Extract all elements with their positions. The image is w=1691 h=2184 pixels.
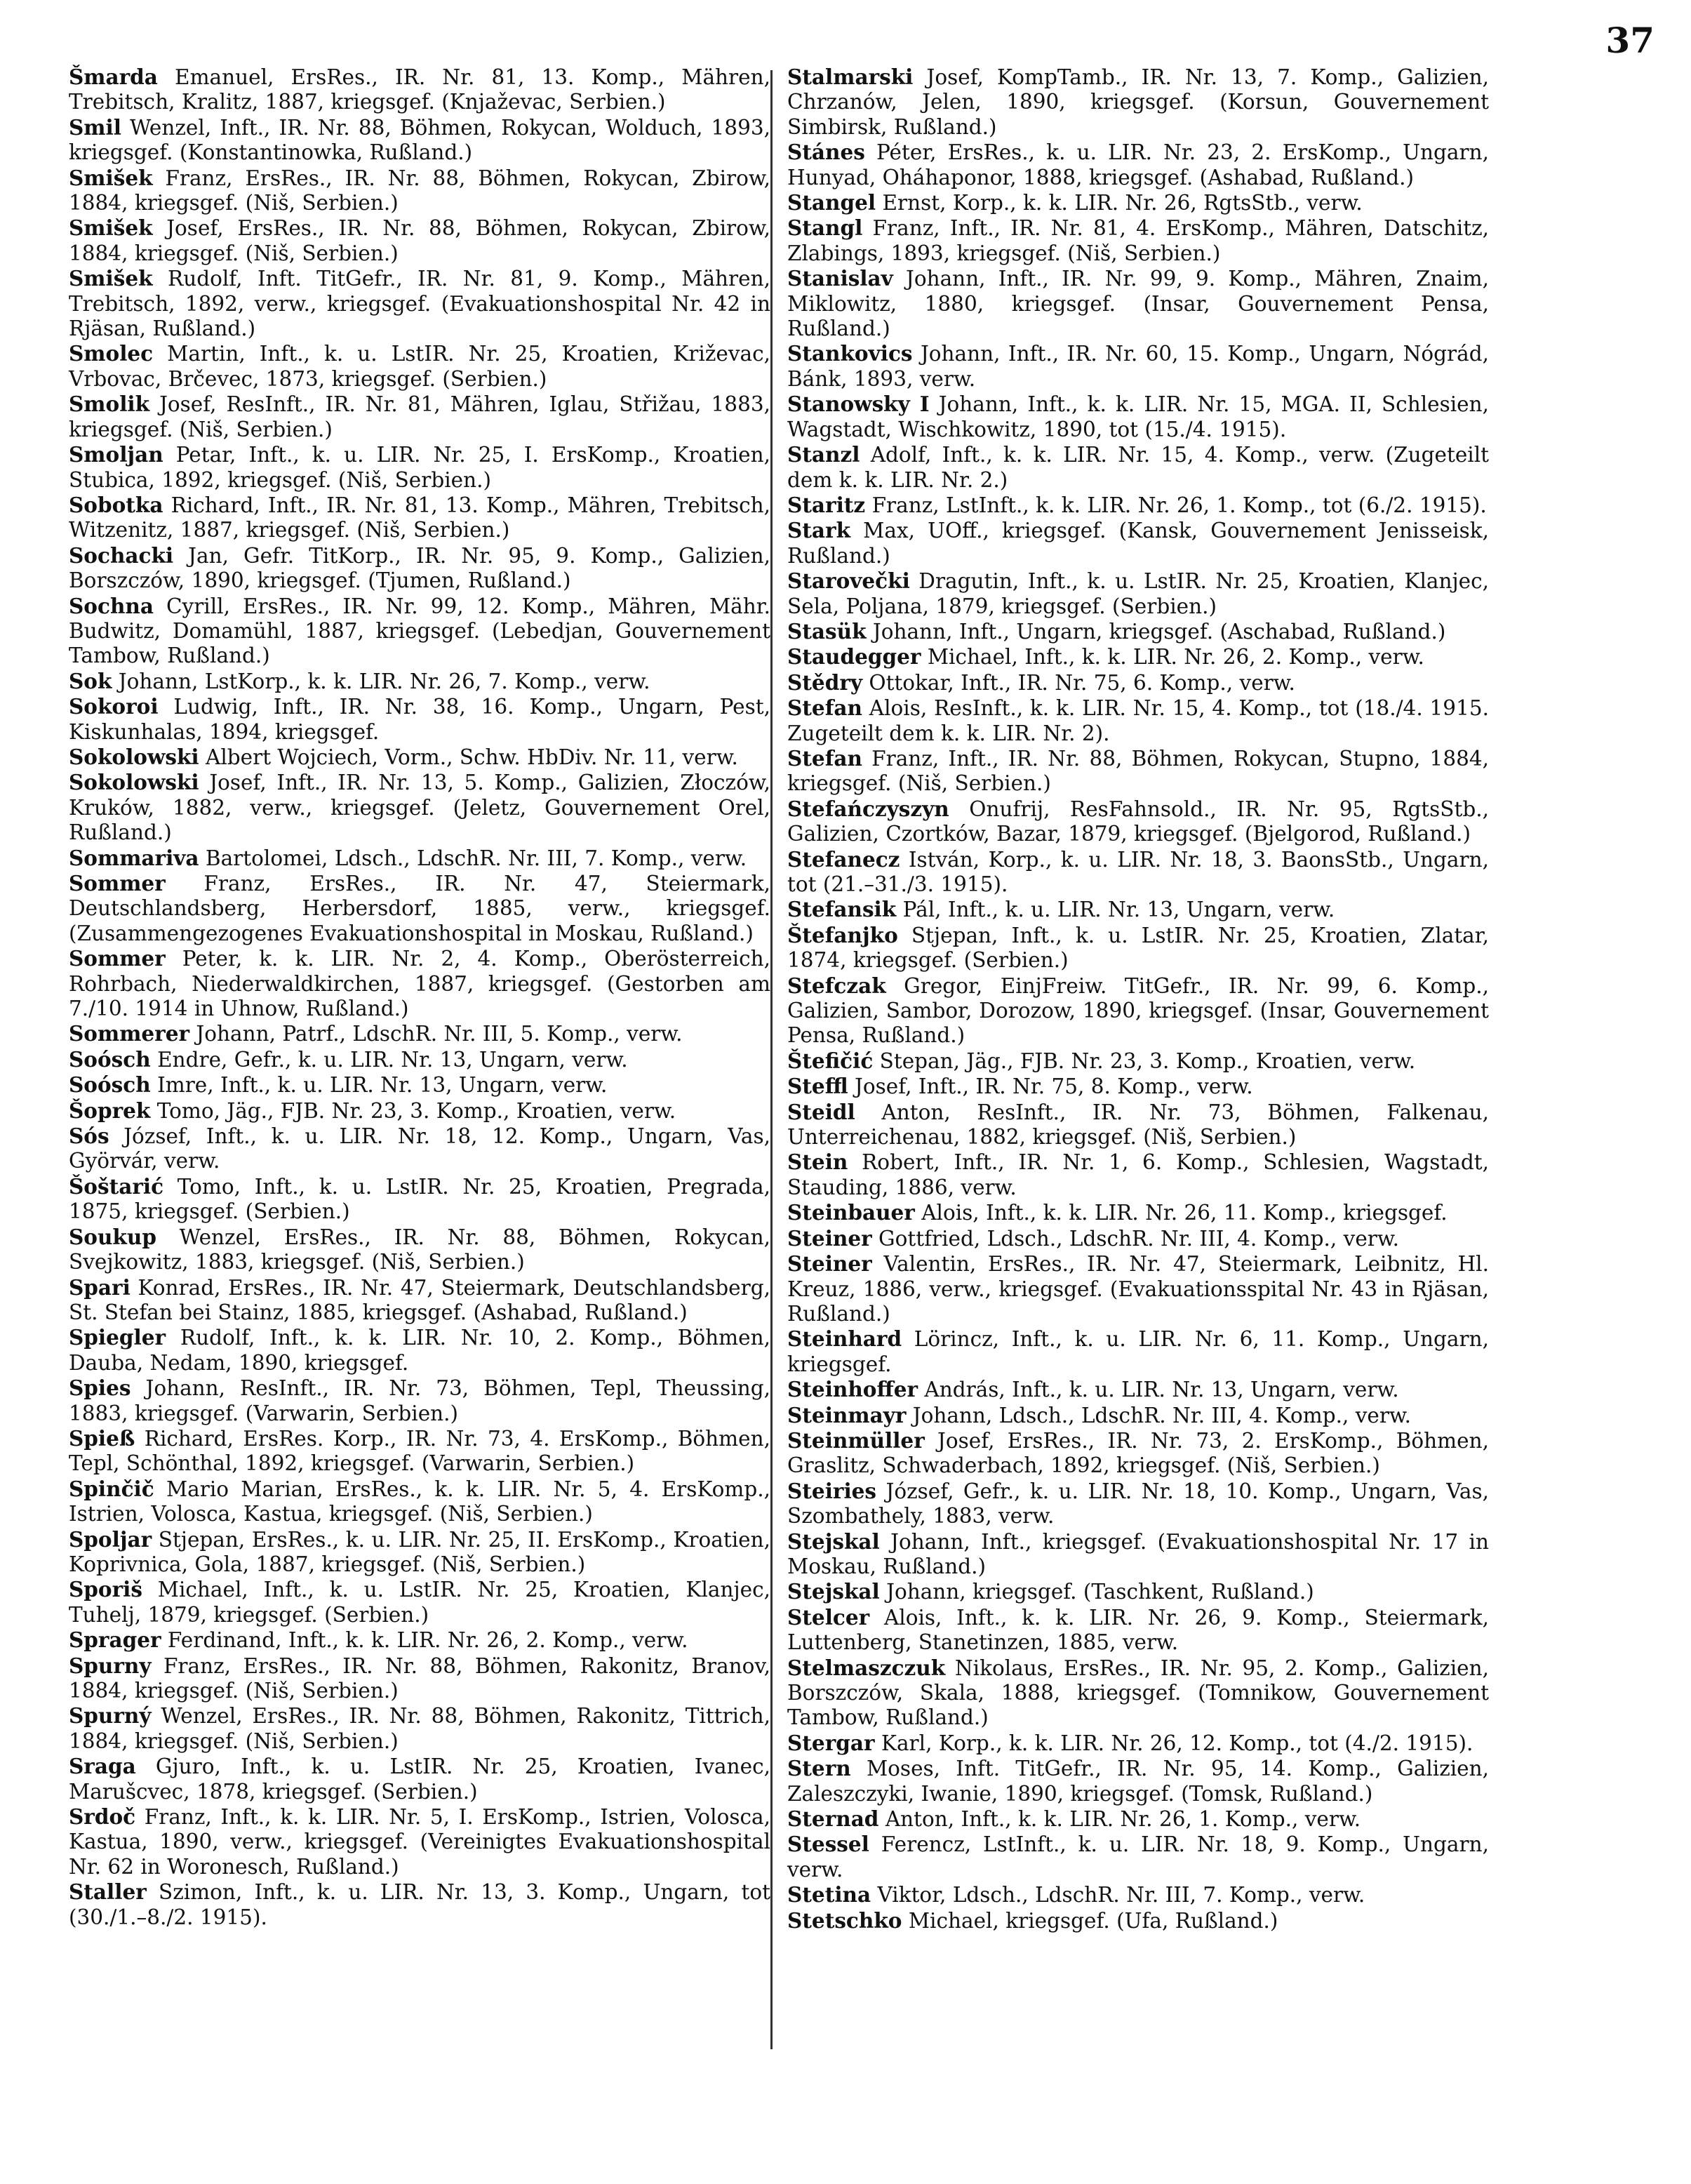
list-entry	[787, 1226, 1489, 1251]
entry-surname: Smoljan	[69, 442, 163, 467]
entry-surname: Sochacki	[69, 542, 174, 568]
list-entry	[69, 1627, 770, 1653]
entry-details: Franz, ErsRes., IR. Nr. 47, Steiermark, Deutschlandsberg, Herbersdorf, 1885, verw., kriegsgef. (Zusammengezogenes Evakuationshospital in Moskau, Rußland.)	[69, 872, 770, 945]
list-entry	[787, 518, 1489, 568]
list-entry	[787, 1756, 1489, 1806]
entry-surname: Sternad	[787, 1806, 879, 1832]
entry-surname: Starovečki	[787, 568, 910, 594]
entry-surname: Stetina	[787, 1882, 871, 1907]
entry-details: Jan, Gefr. TitKorp., IR. Nr. 95, 9. Komp., Galizien, Borszczów, 1890, kriegsgef. (Tjumen, Rußland.)	[69, 543, 770, 593]
entry-details: Szimon, Inft., k. u. LIR. Nr. 13, 3. Komp., Ungarn, tot (30./1.–8./2. 1915).	[69, 1880, 770, 1929]
entry-details: Alois, Inft., k. k. LIR. Nr. 26, 11. Komp., kriegsgef.	[914, 1201, 1448, 1225]
column-divider	[770, 70, 773, 2049]
list-entry	[69, 166, 770, 216]
entry-surname: Spurny	[69, 1653, 152, 1678]
list-entry	[69, 1124, 770, 1174]
entry-details: Viktor, Ldsch., LdschR. Nr. III, 7. Komp., verw.	[871, 1883, 1365, 1907]
list-entry	[787, 1479, 1489, 1529]
entry-details: Michael, Inft., k. u. LstIR. Nr. 25, Kroatien, Klanjec, Tuhelj, 1879, kriegsgef. (Serbien.)	[69, 1578, 770, 1627]
entry-details: Alois, ResInft., k. k. LIR. Nr. 15, 4. Komp., tot (18./4. 1915. Zugeteilt dem k. k. LIR. Nr. 2).	[787, 696, 1489, 745]
list-entry	[69, 1653, 770, 1704]
entry-details: Wenzel, Inft., IR. Nr. 88, Böhmen, Rokycan, Wolduch, 1893, kriegsgef. (Konstantinowka, Rußland.)	[69, 115, 770, 165]
entry-details: Johann, Inft., k. k. LIR. Nr. 15, MGA. II, Schlesien, Wagstadt, Wischkowitz, 1890, tot (15./4. 1915).	[787, 392, 1489, 441]
entry-details: Mario Marian, ErsRes., k. k. LIR. Nr. 5, 4. ErsKomp., Istrien, Volosca, Kastua, kriegsgef. (Niš, Serbien.)	[69, 1477, 770, 1526]
entry-surname: Sprager	[69, 1627, 161, 1653]
entry-surname: Stefan	[787, 695, 862, 721]
list-entry	[69, 266, 770, 341]
entry-details: Franz, Inft., IR. Nr. 88, Böhmen, Rokycan, Stupno, 1884, kriegsgef. (Niš, Serbien.)	[787, 746, 1489, 796]
entry-surname: Soósch	[69, 1046, 151, 1072]
entry-details: Ludwig, Inft., IR. Nr. 38, 16. Komp., Ungarn, Pest, Kiskunhalas, 1894, kriegsgef.	[69, 695, 770, 744]
list-entry	[787, 1428, 1489, 1479]
list-entry	[69, 1879, 770, 1930]
entry-details: Franz, Inft., IR. Nr. 81, 4. ErsKomp., Mähren, Datschitz, Zlabings, 1893, kriegsgef. (Niš, Serbien.)	[787, 216, 1489, 265]
entry-details: Johann, ResInft., IR. Nr. 73, Böhmen, Tepl, Theussing, 1883, kriegsgef. (Varwarin, Serbien.)	[69, 1376, 770, 1425]
entry-surname: Sós	[69, 1124, 109, 1149]
entry-details: Dragutin, Inft., k. u. LstIR. Nr. 25, Kroatien, Klanjec, Sela, Poljana, 1879, kriegsgef. (Serbien.)	[787, 569, 1489, 618]
entry-details: Peter, k. k. LIR. Nr. 2, 4. Komp., Oberösterreich, Rohrbach, Niederwaldkirchen, 1887, kriegsgef. (Gestorben am 7./10. 1914 in Uhnow, Rußland.)	[69, 947, 770, 1021]
entry-details: Stepan, Jäg., FJB. Nr. 23, 3. Komp., Kroatien, verw.	[873, 1048, 1416, 1073]
list-entry	[69, 493, 770, 543]
list-entry	[787, 215, 1489, 266]
entry-surname: Soósch	[69, 1072, 151, 1098]
entry-surname: Stangel	[787, 190, 876, 215]
entry-surname: Sobotka	[69, 492, 163, 517]
right-column	[787, 65, 1489, 1933]
entry-details: Gregor, EinjFreiw. TitGefr., IR. Nr. 99, 6. Komp., Galizien, Sambor, Dorozow, 1890, kriegsgef. (Insar, Gouvernement Pensa, Rußland.)	[787, 973, 1489, 1048]
list-entry	[787, 1326, 1489, 1377]
entry-details: Josef, Inft., IR. Nr. 13, 5. Komp., Galizien, Złoczów, Kruków, 1882, verw., kriegsgef. (Jeletz, Gouvernement Orel, Rußland.)	[69, 771, 770, 845]
entry-details: Michael, Inft., k. k. LIR. Nr. 26, 2. Komp., verw.	[921, 645, 1424, 670]
entry-surname: Smil	[69, 114, 121, 140]
entry-surname: Steiner	[787, 1251, 872, 1277]
entry-details: Johann, Patrf., LdschR. Nr. III, 5. Komp., verw.	[189, 1022, 683, 1046]
list-entry	[787, 392, 1489, 442]
list-entry	[69, 871, 770, 946]
entry-surname: Staller	[69, 1879, 147, 1905]
left-column	[69, 65, 770, 1930]
entry-surname: Sommerer	[69, 1021, 190, 1046]
entry-details: Anton, Inft., k. k. LIR. Nr. 26, 1. Komp., verw.	[878, 1807, 1361, 1832]
entry-details: Josef, ErsRes., IR. Nr. 88, Böhmen, Rokycan, Zbirow, 1884, kriegsgef. (Niš, Serbien.)	[69, 216, 770, 265]
entry-surname: Štefičić	[787, 1048, 874, 1073]
list-entry	[69, 215, 770, 266]
entry-surname: Šoštarić	[69, 1173, 164, 1199]
list-entry	[787, 619, 1489, 644]
entry-details: Gjuro, Inft., k. u. LstIR. Nr. 25, Kroatien, Ivanec, Marušcvec, 1878, kriegsgef. (Serbien.)	[69, 1754, 770, 1804]
entry-details: Josef, ResInft., IR. Nr. 81, Mähren, Iglau, Střižau, 1883, kriegsgef. (Niš, Serbien.)	[69, 392, 770, 441]
list-entry	[787, 1882, 1489, 1907]
entry-details: Michael, kriegsgef. (Ufa, Rußland.)	[902, 1908, 1278, 1933]
list-entry	[787, 1605, 1489, 1656]
list-entry	[69, 745, 770, 770]
list-entry	[787, 140, 1489, 190]
entry-details: Rudolf, Inft. TitGefr., IR. Nr. 81, 9. Komp., Mähren, Trebitsch, 1892, verw., kriegsgef. (Evakuationshospital Nr. 42 in Rjäsan, Rußland.)	[69, 267, 770, 341]
entry-surname: Soukup	[69, 1224, 156, 1249]
entry-surname: Štefanjko	[787, 922, 898, 947]
entry-surname: Spoljar	[69, 1526, 152, 1552]
list-entry	[69, 694, 770, 745]
list-entry	[787, 1074, 1489, 1099]
entry-details: József, Gefr., k. u. LIR. Nr. 18, 10. Komp., Ungarn, Vas, Szombathely, 1883, verw.	[787, 1479, 1489, 1529]
entry-surname: Smišek	[69, 266, 153, 291]
list-entry	[787, 1579, 1489, 1604]
entry-details: Wenzel, ErsRes., IR. Nr. 88, Böhmen, Rokycan, Svejkowitz, 1883, kriegsgef. (Niš, Serbien.)	[69, 1225, 770, 1274]
entry-surname: Steinhard	[787, 1326, 902, 1352]
list-entry	[69, 1804, 770, 1879]
list-entry	[787, 1048, 1489, 1074]
list-entry	[69, 1072, 770, 1098]
entry-surname: Šoprek	[69, 1098, 151, 1123]
entry-surname: Šmarda	[69, 65, 158, 89]
entry-details: Ernst, Korp., k. k. LIR. Nr. 26, RgtsStb., verw.	[876, 191, 1363, 215]
list-entry	[787, 746, 1489, 797]
entry-details: Valentin, ErsRes., IR. Nr. 47, Steiermark, Leibnitz, Hl. Kreuz, 1886, verw., kriegsgef. (Evakuationsspital Nr. 43 in Rjäsan, Rußland.)	[787, 1252, 1489, 1326]
list-entry	[787, 493, 1489, 518]
list-entry	[69, 1225, 770, 1275]
entry-details: Adolf, Inft., k. k. LIR. Nr. 15, 4. Komp., verw. (Zugeteilt dem k. k. LIR. Nr. 2.)	[787, 443, 1489, 492]
entry-surname: Staudegger	[787, 644, 921, 670]
entry-surname: Stein	[787, 1150, 848, 1175]
entry-surname: Stefańczyszyn	[787, 796, 949, 821]
entry-surname: Smišek	[69, 215, 153, 241]
entry-details: István, Korp., k. u. LIR. Nr. 18, 3. BaonsStb., Ungarn, tot (21.–31./3. 1915).	[787, 847, 1489, 896]
entry-details: Gottfried, Ldsch., LdschR. Nr. III, 4. Komp., verw.	[871, 1226, 1400, 1251]
entry-surname: Sokoroi	[69, 694, 159, 719]
list-entry	[69, 1754, 770, 1804]
entry-details: Max, UOff., kriegsgef. (Kansk, Gouvernement Jenisseisk, Rußland.)	[787, 519, 1489, 568]
entry-details: Karl, Korp., k. k. LIR. Nr. 26, 12. Komp., tot (4./2. 1915).	[874, 1731, 1473, 1755]
entry-details: Johann, LstKorp., k. k. LIR. Nr. 26, 7. Komp., verw.	[112, 669, 650, 693]
list-entry	[787, 1377, 1489, 1402]
entry-surname: Stelmaszczuk	[787, 1655, 946, 1680]
entry-details: Franz, LstInft., k. k. LIR. Nr. 26, 1. Komp., tot (6./2. 1915).	[865, 493, 1487, 517]
list-entry	[787, 1251, 1489, 1326]
entry-surname: Spiegler	[69, 1325, 166, 1350]
list-entry	[787, 1100, 1489, 1150]
entry-surname: Stark	[787, 518, 851, 543]
entry-surname: Stelcer	[787, 1604, 870, 1630]
list-entry	[69, 846, 770, 871]
entry-surname: Spinčič	[69, 1476, 154, 1501]
entry-details: Alois, Inft., k. k. LIR. Nr. 26, 9. Komp., Steiermark, Luttenberg, Stanetinzen, 1885, verw.	[787, 1605, 1489, 1655]
entry-details: Stjepan, Inft., k. u. LstIR. Nr. 25, Kroatien, Zlatar, 1874, kriegsgef. (Serbien.)	[787, 923, 1489, 973]
entry-surname: Sokolowski	[69, 744, 199, 769]
list-entry	[787, 1731, 1489, 1756]
entry-surname: Srdoč	[69, 1804, 136, 1830]
entry-surname: Stejskal	[787, 1579, 880, 1604]
entry-surname: Stefczak	[787, 973, 886, 998]
entry-surname: Stasük	[787, 618, 867, 644]
list-entry	[787, 695, 1489, 746]
list-entry	[69, 1577, 770, 1627]
list-entry	[69, 946, 770, 1021]
list-entry	[69, 392, 770, 442]
entry-surname: Spieß	[69, 1425, 135, 1451]
entry-details: József, Inft., k. u. LIR. Nr. 18, 12. Komp., Ungarn, Vas, Györvár, verw.	[69, 1124, 770, 1173]
entry-details: Johann, Inft., IR. Nr. 99, 9. Komp., Mähren, Znaim, Miklowitz, 1880, kriegsgef. (Insar, Gouvernement Pensa, Rußland.)	[787, 267, 1489, 341]
list-entry	[69, 543, 770, 594]
list-entry	[69, 1376, 770, 1426]
entry-details: Robert, Inft., IR. Nr. 1, 6. Komp., Schlesien, Wagstadt, Stauding, 1886, verw.	[787, 1150, 1489, 1199]
list-entry	[787, 568, 1489, 619]
list-entry	[787, 797, 1489, 847]
entry-surname: Spari	[69, 1274, 131, 1300]
entry-surname: Steinbauer	[787, 1200, 915, 1225]
entry-surname: Steiner	[787, 1225, 872, 1251]
entry-details: Johann, Inft., kriegsgef. (Evakuationshospital Nr. 17 in Moskau, Rußland.)	[787, 1529, 1489, 1578]
entry-details: Cyrill, ErsRes., IR. Nr. 99, 12. Komp., Mähren, Mähr. Budwitz, Domamühl, 1887, kriegsgef. (Lebedjan, Gouvernement Tambow, Rußland.)	[69, 594, 770, 668]
entry-surname: Stefansik	[787, 897, 897, 922]
entry-surname: Sochna	[69, 593, 154, 618]
entry-details: Richard, Inft., IR. Nr. 81, 13. Komp., Mähren, Trebitsch, Witzenitz, 1887, kriegsgef. (Niš, Serbien.)	[69, 493, 770, 542]
entry-details: Tomo, Inft., k. u. LstIR. Nr. 25, Kroatien, Pregrada, 1875, kriegsgef. (Serbien.)	[69, 1174, 770, 1224]
entry-surname: Stejskal	[787, 1529, 880, 1554]
entry-details: Bartolomei, Ldsch., LdschR. Nr. III, 7. Komp., verw.	[199, 846, 747, 870]
entry-surname: Stankovics	[787, 341, 913, 366]
entry-surname: Steffl	[787, 1074, 848, 1099]
list-entry	[69, 1477, 770, 1527]
entry-details: Ferencz, LstInft., k. u. LIR. Nr. 18, 9. Komp., Ungarn, verw.	[787, 1832, 1489, 1882]
list-entry	[787, 190, 1489, 215]
entry-details: Emanuel, ErsRes., IR. Nr. 81, 13. Komp., Mähren, Trebitsch, Kralitz, 1887, kriegsgef. (Knjaževac, Serbien.)	[69, 65, 770, 114]
entry-surname: Stetschko	[787, 1907, 902, 1933]
entry-details: Franz, ErsRes., IR. Nr. 88, Böhmen, Rokycan, Zbirow, 1884, kriegsgef. (Niš, Serbien.)	[69, 166, 770, 215]
entry-surname: Stergar	[787, 1730, 875, 1755]
entry-surname: Stessel	[787, 1832, 869, 1857]
entry-details: Stjepan, ErsRes., k. u. LIR. Nr. 25, II. ErsKomp., Kroatien, Koprivnica, Gola, 1887, kriegsgef. (Niš, Serbien.)	[69, 1527, 770, 1576]
entry-details: Franz, Inft., k. k. LIR. Nr. 5, I. ErsKomp., Istrien, Volosca, Kastua, 1890, verw., kriegsgef. (Vereinigtes Evakuationshospital Nr. 62 in Woronesch, Rußland.)	[69, 1805, 770, 1879]
entry-details: Imre, Inft., k. u. LIR. Nr. 13, Ungarn, verw.	[150, 1073, 608, 1098]
entry-surname: Stalmarski	[787, 65, 914, 89]
list-entry	[787, 1832, 1489, 1882]
list-entry	[787, 341, 1489, 392]
entry-surname: Spies	[69, 1376, 131, 1401]
list-entry	[787, 65, 1489, 140]
entry-details: Franz, ErsRes., IR. Nr. 88, Böhmen, Rakonitz, Branov, 1884, kriegsgef. (Niš, Serbien.)	[69, 1653, 770, 1703]
entry-details: Péter, ErsRes., k. u. LIR. Nr. 23, 2. ErsKomp., Ungarn, Hunyad, Oháhaponor, 1888, kriegsgef. (Ashabad, Rußland.)	[787, 140, 1489, 189]
list-entry	[69, 1275, 770, 1326]
entry-details: András, Inft., k. u. LIR. Nr. 13, Ungarn, verw.	[918, 1378, 1399, 1402]
entry-details: Johann, kriegsgef. (Taschkent, Rußland.)	[879, 1580, 1314, 1604]
entry-details: Konrad, ErsRes., IR. Nr. 47, Steiermark, Deutschlandsberg, St. Stefan bei Stainz, 1885, kriegsgef. (Ashabad, Rußland.)	[69, 1275, 770, 1324]
entry-details: Richard, ErsRes. Korp., IR. Nr. 73, 4. ErsKomp., Böhmen, Tepl, Schönthal, 1892, kriegsgef. (Varwarin, Serbien.)	[69, 1426, 770, 1476]
entry-details: Pál, Inft., k. u. LIR. Nr. 13, Ungarn, verw.	[896, 898, 1335, 922]
entry-details: Petar, Inft., k. u. LIR. Nr. 25, I. ErsKomp., Kroatien, Stubica, 1892, kriegsgef. (Niš, Serbien.)	[69, 443, 770, 492]
entry-surname: Spurný	[69, 1703, 152, 1729]
list-entry	[69, 770, 770, 845]
entry-surname: Staritz	[787, 492, 866, 517]
entry-surname: Smišek	[69, 165, 153, 190]
list-entry	[787, 1806, 1489, 1832]
list-entry	[787, 644, 1489, 670]
list-entry	[69, 65, 770, 115]
entry-details: Nikolaus, ErsRes., IR. Nr. 95, 2. Komp., Galizien, Borszczów, Skala, 1888, kriegsgef. (Tomnikow, Gouvernement Tambow, Rußland.)	[787, 1656, 1489, 1730]
entry-surname: Smolik	[69, 392, 150, 417]
list-entry	[69, 669, 770, 694]
entry-surname: Sraga	[69, 1754, 136, 1779]
list-entry	[787, 1656, 1489, 1731]
entry-surname: Sok	[69, 668, 112, 693]
list-entry	[69, 1021, 770, 1046]
list-entry	[787, 847, 1489, 898]
entry-details: Johann, Ldsch., LdschR. Nr. III, 4. Komp., verw.	[906, 1403, 1412, 1427]
entry-surname: Sokolowski	[69, 770, 199, 795]
list-entry	[69, 341, 770, 392]
entry-details: Johann, Inft., Ungarn, kriegsgef. (Aschabad, Rußland.)	[866, 619, 1446, 644]
entry-details: Moses, Inft. TitGefr., IR. Nr. 95, 14. Komp., Galizien, Zaleszczyki, Iwanie, 1890, kriegsgef. (Tomsk, Rußland.)	[787, 1757, 1489, 1806]
entry-details: Onufrij, ResFahnsold., IR. Nr. 95, RgtsStb., Galizien, Czortków, Bazar, 1879, kriegsgef. (Bjelgorod, Rußland.)	[787, 797, 1489, 846]
entry-surname: Sommer	[69, 946, 166, 971]
entry-details: Albert Wojciech, Vorm., Schw. HbDiv. Nr. 11, verw.	[199, 745, 738, 769]
entry-details: Josef, Inft., IR. Nr. 75, 8. Komp., verw.	[848, 1074, 1253, 1099]
entry-surname: Steinmüller	[787, 1427, 925, 1453]
list-entry	[69, 594, 770, 669]
list-entry	[787, 266, 1489, 341]
entry-surname: Stefan	[787, 745, 862, 771]
entry-details: Ottokar, Inft., IR. Nr. 75, 6. Komp., verw.	[862, 670, 1295, 695]
list-entry	[787, 973, 1489, 1048]
list-entry	[787, 1403, 1489, 1428]
entry-details: Martin, Inft., k. u. LstIR. Nr. 25, Kroatien, Križevac, Vrbovac, Brčevec, 1873, kriegsgef. (Serbien.)	[69, 342, 770, 391]
list-entry	[69, 1426, 770, 1477]
entry-details: Wenzel, ErsRes., IR. Nr. 88, Böhmen, Rakonitz, Tittrich, 1884, kriegsgef. (Niš, Serbien.)	[69, 1704, 770, 1753]
entry-details: Ferdinand, Inft., k. k. LIR. Nr. 26, 2. Komp., verw.	[161, 1628, 688, 1653]
entry-surname: Sporiš	[69, 1577, 142, 1602]
entry-surname: Sommariva	[69, 845, 199, 870]
list-entry	[787, 1200, 1489, 1225]
entry-surname: Steinmayr	[787, 1402, 907, 1427]
list-entry	[69, 1047, 770, 1072]
entry-details: Johann, Inft., IR. Nr. 60, 15. Komp., Ungarn, Nógrád, Bánk, 1893, verw.	[787, 342, 1489, 391]
entry-details: Josef, ErsRes., IR. Nr. 73, 2. ErsKomp., Böhmen, Graslitz, Schwaderbach, 1892, kriegsgef. (Niš, Serbien.)	[787, 1428, 1489, 1478]
entry-details: Anton, ResInft., IR. Nr. 73, Böhmen, Falkenau, Unterreichenau, 1882, kriegsgef. (Niš, Serbien.)	[787, 1100, 1489, 1150]
entry-surname: Steidl	[787, 1099, 855, 1124]
entry-details: Josef, KompTamb., IR. Nr. 13, 7. Komp., Galizien, Chrzanów, Jelen, 1890, kriegsgef. (Korsun, Gouvernement Simbirsk, Rußland.)	[787, 65, 1489, 139]
entry-surname: Stědry	[787, 670, 863, 695]
list-entry	[787, 442, 1489, 493]
list-entry	[69, 1527, 770, 1578]
list-entry	[69, 1098, 770, 1124]
list-entry	[69, 442, 770, 493]
page-number: 37	[1605, 20, 1655, 61]
list-entry	[69, 1174, 770, 1225]
entry-surname: Stánes	[787, 140, 865, 165]
entry-details: Lörincz, Inft., k. u. LIR. Nr. 6, 11. Komp., Ungarn, kriegsgef.	[787, 1327, 1489, 1376]
entry-surname: Stanzl	[787, 442, 860, 467]
list-entry	[787, 1150, 1489, 1200]
list-entry	[787, 897, 1489, 922]
entry-details: Rudolf, Inft., k. k. LIR. Nr. 10, 2. Komp., Böhmen, Dauba, Nedam, 1890, kriegsgef.	[69, 1326, 770, 1375]
entry-surname: Stanislav	[787, 266, 893, 291]
list-entry	[69, 115, 770, 166]
list-entry	[69, 1703, 770, 1754]
entry-surname: Stanowsky I	[787, 392, 930, 417]
entry-surname: Stefanecz	[787, 846, 900, 872]
entry-surname: Stangl	[787, 215, 863, 241]
entry-surname: Smolec	[69, 341, 154, 366]
entry-details: Tomo, Jäg., FJB. Nr. 23, 3. Komp., Kroatien, verw.	[150, 1098, 676, 1123]
list-entry	[787, 1908, 1489, 1933]
entry-surname: Stern	[787, 1756, 851, 1781]
list-entry	[787, 1529, 1489, 1580]
entry-surname: Steinhoffer	[787, 1377, 918, 1402]
entry-details: Endre, Gefr., k. u. LIR. Nr. 13, Ungarn, verw.	[150, 1047, 628, 1072]
list-entry	[69, 1325, 770, 1376]
list-entry	[787, 670, 1489, 695]
list-entry	[787, 923, 1489, 973]
entry-surname: Sommer	[69, 871, 166, 895]
entry-surname: Steiries	[787, 1478, 877, 1503]
